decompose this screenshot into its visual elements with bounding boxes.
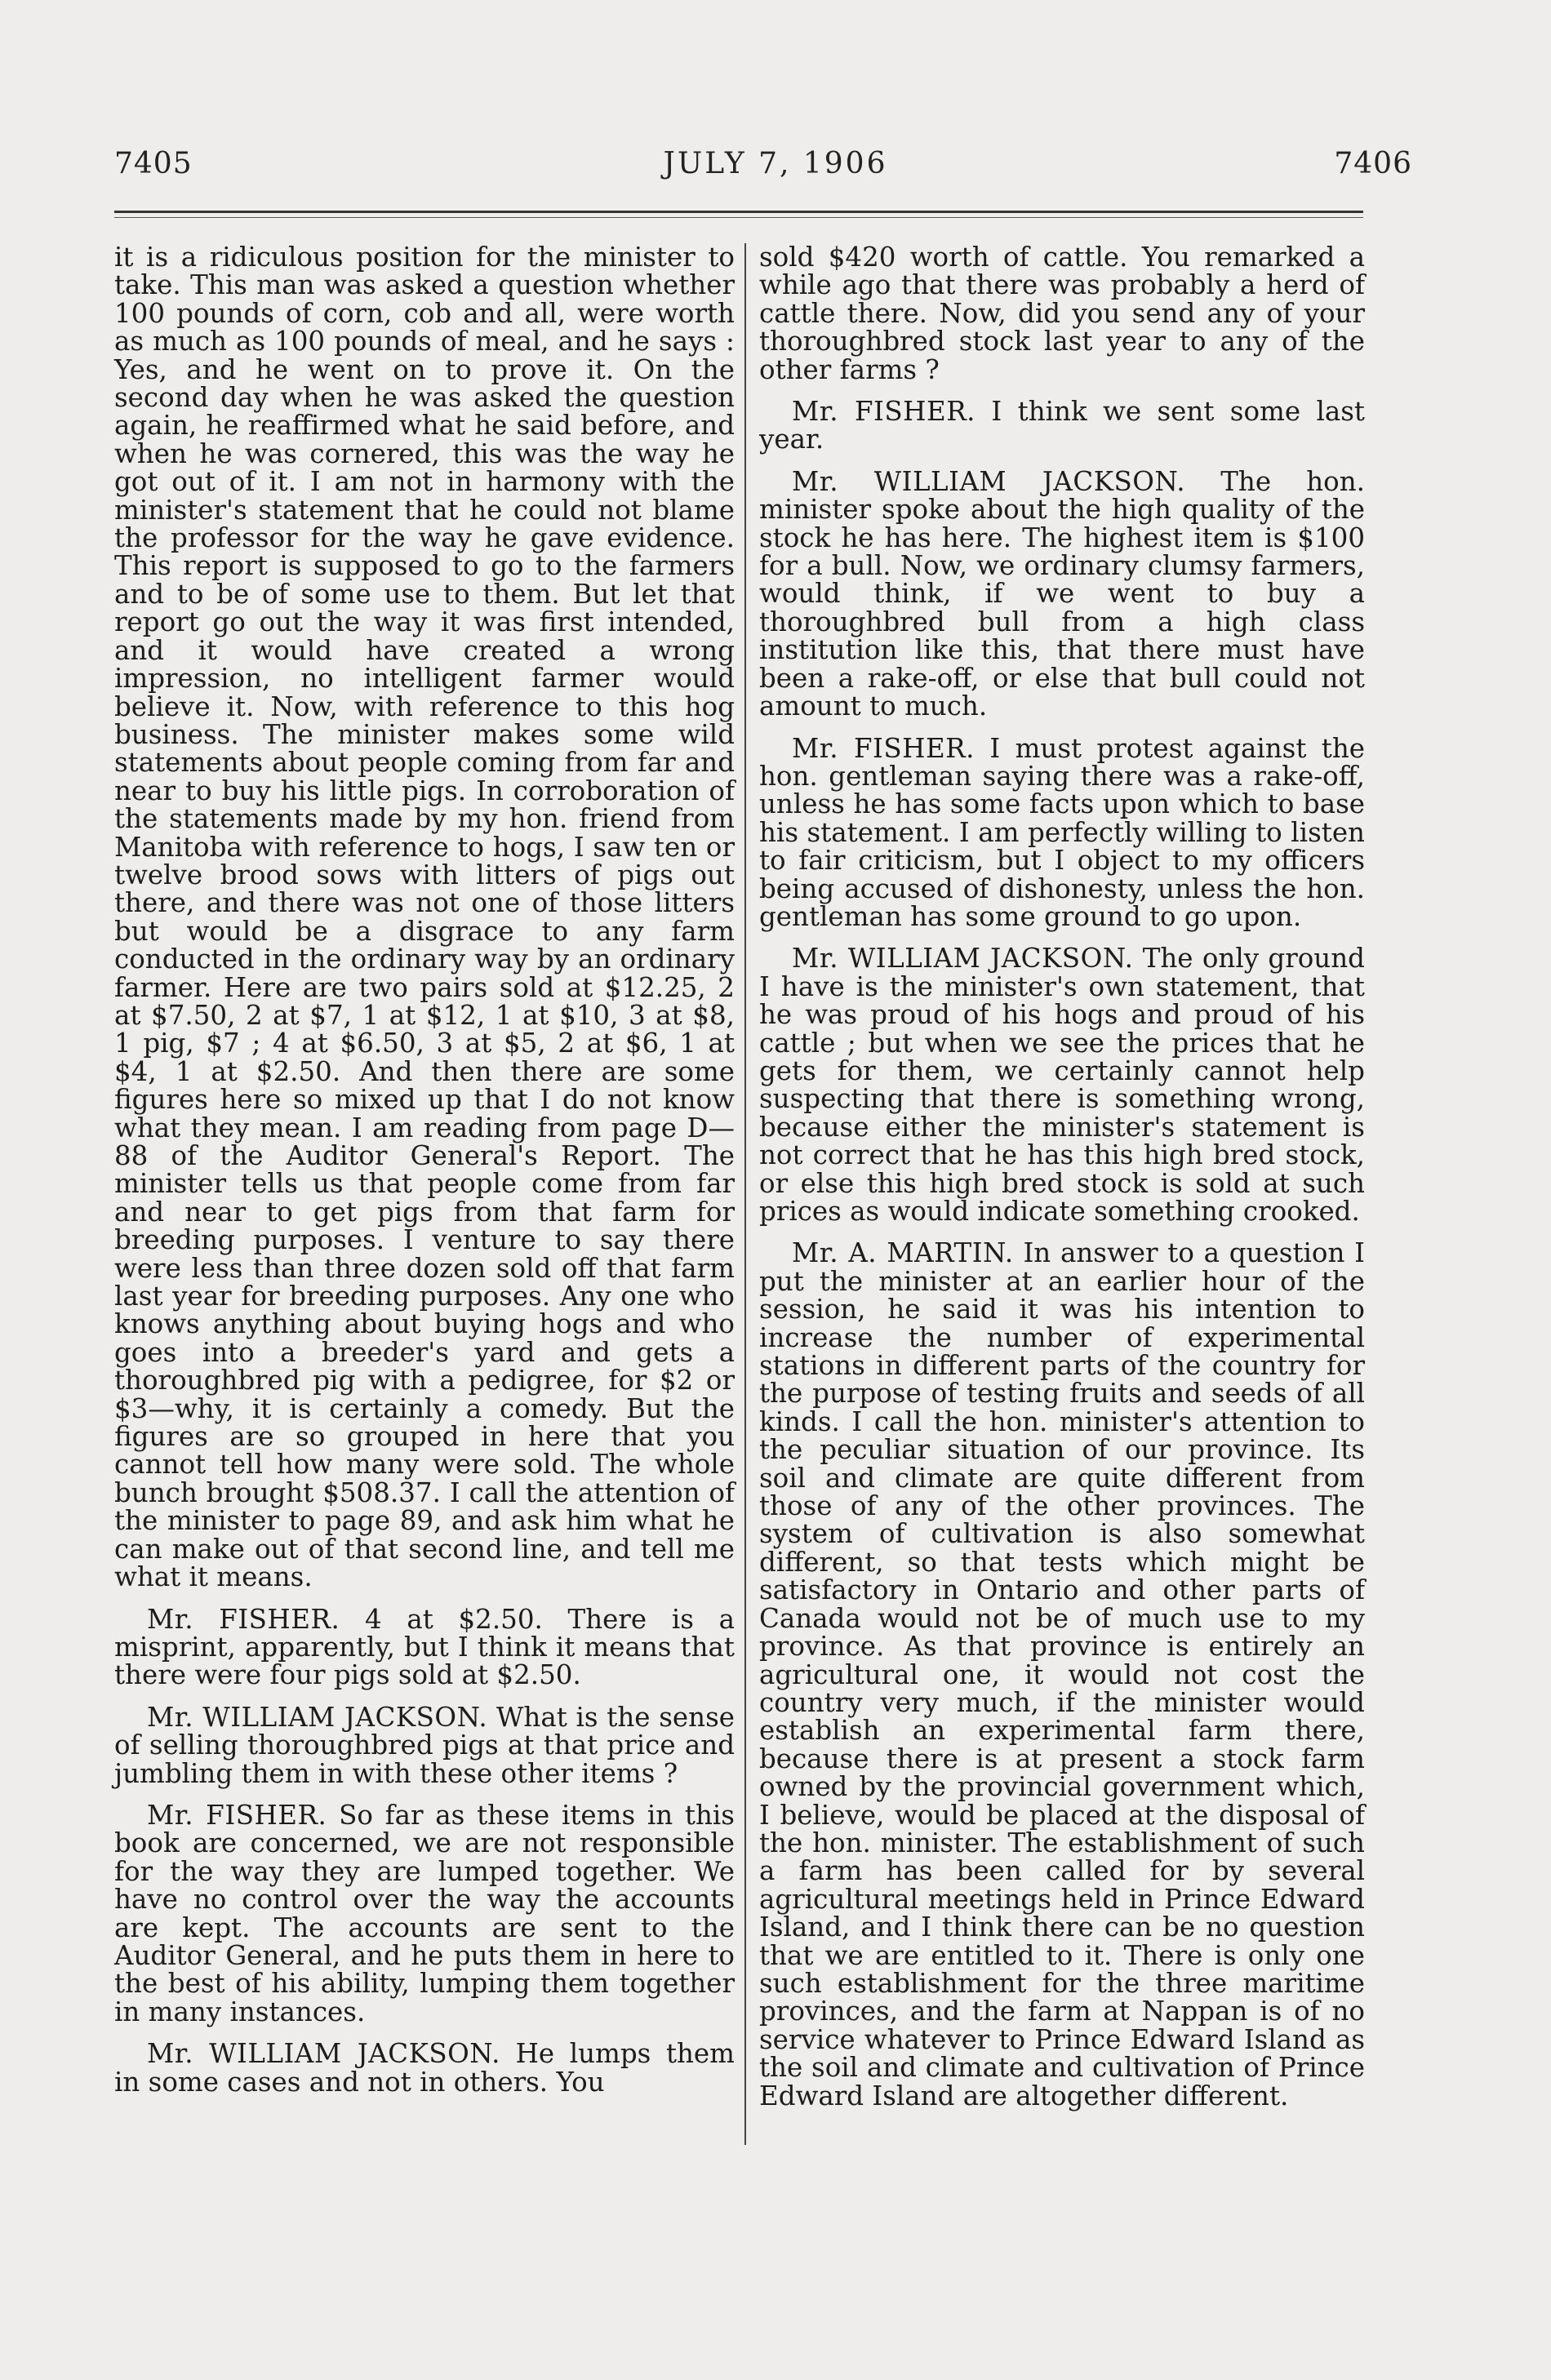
- paragraph: [759, 732, 1365, 932]
- paragraph-text: sold $420 worth of cattle. You remarked a while ago that there was probably a herd of cattle there. Now, did you send any of your thoroughbred stock last year to any of the other farms ?: [759, 242, 1365, 385]
- paragraph: [759, 465, 1365, 722]
- speaker-name: Mr. WILLIAM JACKSON.: [147, 1701, 488, 1733]
- column-divider: [744, 243, 746, 2145]
- right-page-number: 7406: [1334, 147, 1412, 180]
- paragraph: [114, 2040, 735, 2096]
- page-date-header: JULY 7, 1906: [663, 147, 888, 180]
- speaker-name: Mr. FISHER.: [792, 732, 975, 764]
- left-page-number: 7405: [114, 147, 193, 180]
- paragraph-text: The hon. minister spoke about the high quality of the stock he has here. The highest item is $100 for a bull. Now, we ordinary clumsy farmers, would think, if we went to buy a thoroughbred bull from a high class institution like this, that there must have been a rake-off, or else that bull could not amount to much.: [759, 465, 1365, 722]
- header-rule-thin: [114, 217, 1363, 218]
- paragraph: [759, 1239, 1365, 2110]
- paragraph: [759, 243, 1365, 384]
- speaker-name: Mr. FISHER.: [147, 1603, 340, 1635]
- paragraph-text: So far as these items in this book are concerned, we are not responsible for the way they are lumped together. We have no control over the way the accounts are kept. The accounts are sent to the Auditor General, and he puts them in here to the best of his ability, lumping them together in many instances.: [114, 1799, 735, 2027]
- paragraph: [759, 397, 1365, 454]
- speaker-name: Mr. FISHER.: [792, 396, 975, 428]
- speaker-name: Mr. A. MARTIN.: [792, 1237, 1014, 1269]
- speaker-name: Mr. WILLIAM JACKSON.: [147, 2038, 500, 2070]
- paragraph: [114, 243, 735, 1592]
- paragraph-text: I think we sent some last year.: [759, 396, 1365, 455]
- paragraph-text: I must protest against the hon. gentleman saying there was a rake-off, unless he has some facts upon which to base his statement. I am perfectly willing to listen to fair criticism, but I object to my officers being accused of dishonesty, unless the hon. gentleman has some ground to go upon.: [759, 732, 1365, 932]
- paragraph: [759, 944, 1365, 1225]
- header-rule: [114, 211, 1363, 213]
- left-column: [114, 243, 735, 2110]
- paragraph-text: He lumps them in some cases and not in others. You: [114, 2038, 735, 2098]
- paragraph-text: What is the sense of selling thoroughbred pigs at that price and jumbling them in with these other items ?: [114, 1701, 735, 1789]
- paragraph-text: it is a ridiculous position for the minister to take. This man was asked a question whether 100 pounds of corn, cob and all, were worth as much as 100 pounds of meal, and he says : Yes, and he went on to prove it. On the second day when he was asked the question again, he reaffirmed what he said before, and when he was cornered, this was the way he got out of it. I am not in harmony with the minister's statement that he could not blame the professor for the way he gave evidence. This report is supposed to go to the farmers and to be of some use to them. But let that report go out the way it was first intended, and it would have created a wrong impression, no intelligent farmer would believe it. Now, with reference to this hog business. The minister makes some wild statements about people coming from far and near to buy his little pigs. In corroboration of the statements made by my hon. friend from Manitoba with reference to hogs, I saw ten or twelve brood sows with litters of pigs out there, and there was not one of those litters but would be a disgrace to any farm conducted in the ordinary way by an ordinary farmer. Here are two pairs sold at $12.25, 2 at $7.50, 2 at $7, 1 at $12, 1 at $10, 3 at $8, 1 pig, $7 ; 4 at $6.50, 3 at $5, 2 at $6, 1 at $4, 1 at $2.50. And then there are some figures here so mixed up that I do not know what they mean. I am reading from page D—88 of the Auditor General's Report. The minister tells us that people come from far and near to get pigs from that farm for breeding purposes. I venture to say there were less than three dozen sold off that farm last year for breeding purposes. Any one who knows anything about buying hogs and who goes into a breeder's yard and gets a thoroughbred pig with a pedigree, for $2 or $3—why, it is certainly a comedy. But the figures are so grouped in here that you cannot tell how many were sold. The whole bunch brought $508.37. I call the attention of the minister to page 89, and ask him what he can make out of that second line, and tell me what it means.: [114, 242, 735, 1593]
- speaker-name: Mr. FISHER.: [147, 1799, 327, 1831]
- paragraph: [114, 1801, 735, 2026]
- right-column: [759, 243, 1365, 2124]
- speaker-name: Mr. WILLIAM JACKSON.: [792, 465, 1186, 497]
- paragraph-text: 4 at $2.50. There is a misprint, apparently, but I think it means that there were four pigs sold at $2.50.: [114, 1603, 735, 1691]
- paragraph-text: In answer to a question I put the minister at an earlier hour of the session, he said it was his intention to increase the number of experimental stations in different parts of the country for the purpose of testing fruits and seeds of all kinds. I call the hon. minister's attention to the peculiar situation of our province. Its soil and climate are quite different from those of any of the other provinces. The system of cultivation is also somewhat different, so that tests which might be satisfactory in Ontario and other parts of Canada would not be of much use to my province. As that province is entirely an agricultural one, it would not cost the country very much, if the minister would establish an experimental farm there, because there is at present a stock farm owned by the provincial government which, I believe, would be placed at the disposal of the hon. minister. The establishment of such a farm has been called for by several agricultural meetings held in Prince Edward Island, and I think there can be no question that we are entitled to it. There is only one such establishment for the three maritime provinces, and the farm at Nappan is of no service whatever to Prince Edward Island as the soil and climate and cultivation of Prince Edward Island are altogether different.: [759, 1237, 1365, 2111]
- speaker-name: Mr. WILLIAM JACKSON.: [792, 943, 1134, 975]
- paragraph-text: The only ground I have is the minister's own statement, that he was proud of his hogs and proud of his cattle ; but when we see the prices that he gets for them, we certainly cannot help suspecting that there is something wrong, because either the minister's statement is not correct that he has this high bred stock, or else this high bred stock is sold at such prices as would indicate something crooked.: [759, 943, 1365, 1227]
- paragraph: [114, 1605, 735, 1690]
- paragraph: [114, 1703, 735, 1787]
